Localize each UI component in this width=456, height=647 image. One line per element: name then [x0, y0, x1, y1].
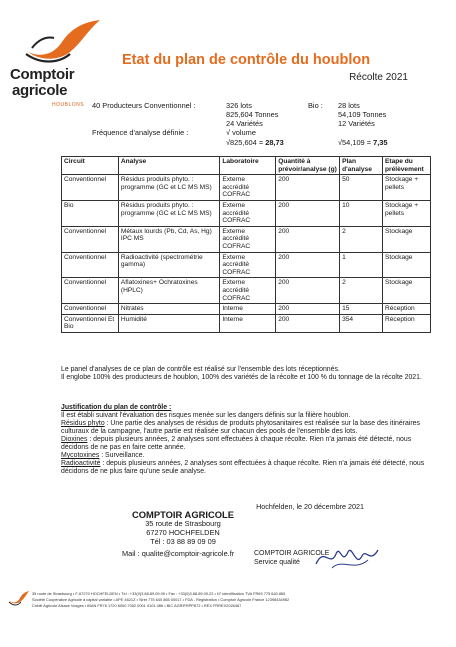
conv-varieties: 24 Variétés: [226, 119, 263, 128]
header-laboratoire: Laboratoire: [220, 157, 276, 175]
scope-notes: [61, 366, 433, 382]
table-row: [62, 278, 431, 304]
cell-etape: Réception: [382, 304, 430, 315]
cell-quantite: 200: [276, 278, 340, 304]
stamp-service: Service qualité: [254, 558, 300, 566]
header-quantite: Quantité à prévoir/analyse (g): [276, 157, 340, 175]
cell-analyse: Humidité: [118, 314, 219, 332]
cell-etape: Stockage: [382, 226, 430, 252]
table-row: [62, 304, 431, 315]
bio-label: Bio :: [308, 101, 323, 110]
cell-circuit: Conventionnel: [62, 175, 119, 201]
logo-tagline: HOUBLONS: [52, 102, 85, 108]
cell-laboratoire: Interne: [220, 314, 276, 332]
cell-quantite: 200: [276, 252, 340, 278]
cell-quantite: 200: [276, 314, 340, 332]
cell-analyse: Résidus produits phyto. : programme (GC et LC MS MS): [118, 200, 219, 226]
cell-circuit: Conventionnel: [62, 226, 119, 252]
cell-plan: 2: [340, 278, 383, 304]
cell-laboratoire: Externe accrédité COFRAC: [220, 226, 276, 252]
frequency-method: √ volume: [226, 128, 256, 137]
cell-etape: Stockage + pellets: [382, 200, 430, 226]
cell-etape: Stockage: [382, 278, 430, 304]
footer-line1: 35 route de Strasbourg • F-67270 HOCHFELDEN • Tél : +33(0)3.88.89.09.09 • Fax : +33(0)3.88.89.09.22 • N° identification TVA FR69 775 640 865: [32, 591, 286, 596]
justification-heading: Justification du plan de contrôle :: [61, 404, 172, 411]
document-title: Etat du plan de contrôle du houblon: [122, 52, 371, 68]
logo-text-line1: Comptoir: [10, 66, 75, 83]
cell-plan: 50: [340, 175, 383, 201]
cell-etape: Stockage: [382, 252, 430, 278]
table-row: [62, 314, 431, 332]
cell-etape: Réception: [382, 314, 430, 332]
cell-circuit: Bio: [62, 200, 119, 226]
header-analyse: Analyse: [118, 157, 219, 175]
frequency-label: Fréquence d'analyse définie :: [92, 128, 189, 137]
document-subtitle: Récolte 2021: [349, 72, 408, 83]
cell-analyse: Résidus produits phyto. : programme (GC et LC MS MS): [118, 175, 219, 201]
cell-plan: 10: [340, 200, 383, 226]
justification-dioxines: Dioxines : depuis plusieurs années, 2 analyses sont effectuées à chaque récolte. Rien n'a jamais été détecté, nous décidons de ne pas en faire cette année.: [61, 436, 412, 451]
company-mail: Mail : qualite@comptoir-agricole.fr: [122, 549, 235, 558]
cell-analyse: Radioactivité (spectrométrie gamma): [118, 252, 219, 278]
logo-text-line2: agricole: [12, 82, 68, 99]
place-date: Hochfelden, le 20 décembre 2021: [256, 502, 364, 511]
control-plan-table: [61, 156, 431, 333]
bio-tonnes: 54,109 Tonnes: [338, 110, 387, 119]
cell-circuit: Conventionnel: [62, 252, 119, 278]
cell-analyse: Nitrates: [118, 304, 219, 315]
producers-label: 40 Producteurs Conventionnel :: [92, 101, 196, 110]
table-row: [62, 175, 431, 201]
cell-quantite: 200: [276, 226, 340, 252]
table-header-row: [62, 157, 431, 175]
justification-mycotoxines: Mycotoxines : Surveillance.: [61, 452, 145, 459]
company-city: 67270 HOCHFELDEN: [146, 528, 220, 537]
footer-logo-icon: [8, 590, 30, 606]
cell-circuit: Conventionnel: [62, 304, 119, 315]
cell-quantite: 200: [276, 200, 340, 226]
header-plan: Plan d'analyse: [340, 157, 383, 175]
justification-section: [61, 404, 433, 476]
conv-tonnes: 825,604 Tonnes: [226, 110, 279, 119]
header-circuit: Circuit: [62, 157, 119, 175]
stamp-company: COMPTOIR AGRICOLE: [254, 550, 330, 557]
bio-lots: 28 lots: [338, 101, 360, 110]
cell-plan: 354: [340, 314, 383, 332]
company-phone: Tél : 03 88 89 09 09: [150, 537, 216, 546]
cell-etape: Stockage + pellets: [382, 175, 430, 201]
bio-frequency: √54,109 = 7,35: [338, 138, 388, 147]
company-address-block: [118, 510, 248, 546]
cell-quantite: 200: [276, 304, 340, 315]
cell-circuit: Conventionnel: [62, 278, 119, 304]
table-row: [62, 226, 431, 252]
table-row: [62, 200, 431, 226]
hop-leaf-logo-icon: [24, 18, 104, 66]
cell-plan: 2: [340, 226, 383, 252]
bio-varieties: 12 Variétés: [338, 119, 375, 128]
justification-intro: Il est établi suivant l'évaluation des risques menée sur les dangers définis sur la filière houblon.: [61, 412, 351, 419]
cell-quantite: 200: [276, 175, 340, 201]
cell-plan: 1: [340, 252, 383, 278]
cell-laboratoire: Externe accrédité COFRAC: [220, 175, 276, 201]
cell-circuit: Conventionnel Et Bio: [62, 314, 119, 332]
footer-line2: Société Coopérative Agricole à capital variable • APE 4621Z • Siret 775 640 865 00017 • FDA - Registration • Comptoir Agricole France 12398434962: [32, 597, 290, 603]
company-street: 35 route de Strasbourg: [145, 519, 221, 528]
footer-line3: Crédit Agricole Alsace Vosges • IBAN FR76 1720 6000 7052 0001 4101 486 • BIC AGRIFRPP872 • REX FRREX2026467: [32, 603, 242, 609]
cell-laboratoire: Externe accrédité COFRAC: [220, 278, 276, 304]
conv-lots: 326 lots: [226, 101, 252, 110]
page-footer: [32, 591, 452, 610]
cell-laboratoire: Externe accrédité COFRAC: [220, 200, 276, 226]
justification-radioactivite: Radioactivité : depuis plusieurs années, 2 analyses sont effectuées à chaque récolte. Rien n'a jamais été détecté, nous décidons de ne plus faire qu'une seule analyse.: [61, 460, 425, 475]
justification-residus: Résidus phyto : Une partie des analyses de résidus de produits phytosanitaires est réalisée sur la base des itinéraires culturaux de la campagne, l'autre partie est réalisée sur chacun des pools de l'ensemble des lots.: [61, 420, 420, 435]
conv-frequency: √825,604 = 28,73: [226, 138, 284, 147]
scope-note-line1: Le panel d'analyses de ce plan de contrôle est réalisé sur l'ensemble des lots réceptionnés.: [61, 366, 340, 373]
cell-laboratoire: Externe accrédité COFRAC: [220, 252, 276, 278]
header-etape: Etape du prélèvement: [382, 157, 430, 175]
table-row: [62, 252, 431, 278]
cell-analyse: Métaux lourds (Pb, Cd, As, Hg) IPC MS: [118, 226, 219, 252]
cell-laboratoire: Interne: [220, 304, 276, 315]
company-name: COMPTOIR AGRICOLE: [131, 509, 235, 520]
scope-note-line2: Il englobe 100% des producteurs de houblon, 100% des variétés de la récolte et 100 % du tonnage de la récolte 2021.: [61, 374, 422, 381]
handwritten-signature-icon: [312, 538, 382, 574]
cell-plan: 15: [340, 304, 383, 315]
cell-analyse: Aflatoxines+ Ochratoxines (HPLC): [118, 278, 219, 304]
